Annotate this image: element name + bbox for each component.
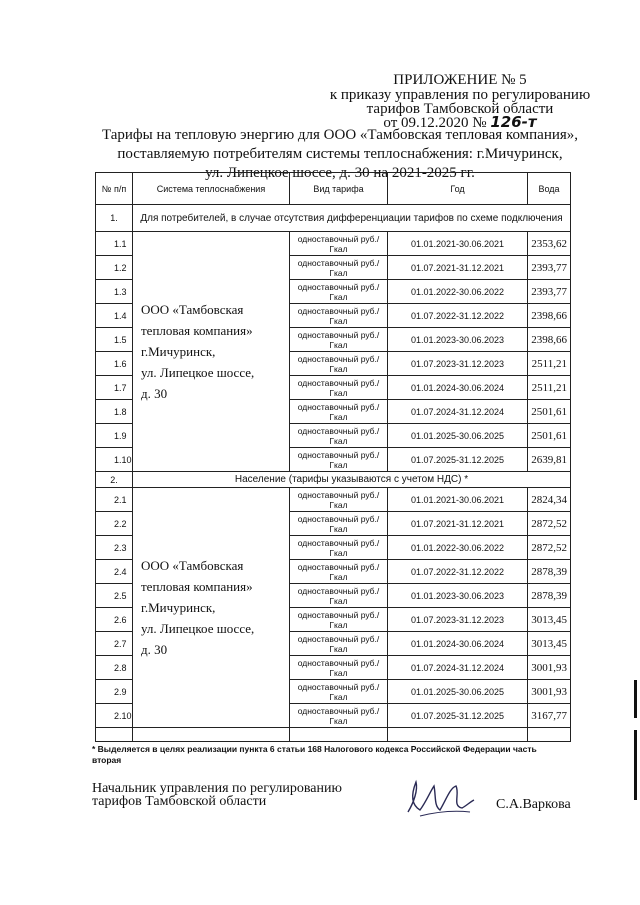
table-header-row xyxy=(96,173,571,205)
water-tariff-value: 3013,45 xyxy=(528,632,571,656)
tariff-type: одноставочный руб./Гкал xyxy=(290,352,388,376)
scan-edge-mark xyxy=(634,680,637,718)
row-number: 2.9 xyxy=(96,680,133,704)
tariff-type: одноставочный руб./Гкал xyxy=(290,512,388,536)
row-number: 2.2 xyxy=(96,512,133,536)
system-line: ООО «Тамбовская xyxy=(141,302,244,317)
row-number: 1.3 xyxy=(96,280,133,304)
row-number: 1.5 xyxy=(96,328,133,352)
order-authority: тарифов Тамбовской области xyxy=(366,101,554,117)
tariff-type: одноставочный руб./Гкал xyxy=(290,304,388,328)
water-tariff-value: 3013,45 xyxy=(528,608,571,632)
row-number: 2.1 xyxy=(96,488,133,512)
system-line: д. 30 xyxy=(141,386,168,401)
row-number: 1.7 xyxy=(96,376,133,400)
order-number: 126-т xyxy=(490,113,537,131)
tariff-period: 01.07.2025-31.12.2025 xyxy=(388,704,528,728)
water-tariff-value: 3001,93 xyxy=(528,680,571,704)
title-line-2: поставляемую потребителям системы теплоснабжения: г.Мичуринск, xyxy=(117,146,563,162)
table-row xyxy=(96,488,571,512)
water-tariff-value: 2393,77 xyxy=(528,280,571,304)
water-tariff-value: 2872,52 xyxy=(528,536,571,560)
water-tariff-value: 3001,93 xyxy=(528,656,571,680)
water-tariff-value: 2398,66 xyxy=(528,328,571,352)
tariff-type: одноставочный руб./Гкал xyxy=(290,680,388,704)
tariff-period: 01.01.2024-30.06.2024 xyxy=(388,376,528,400)
tariff-type: одноставочный руб./Гкал xyxy=(290,280,388,304)
tariff-type: одноставочный руб./Гкал xyxy=(290,560,388,584)
tariff-type: одноставочный руб./Гкал xyxy=(290,256,388,280)
empty-cell xyxy=(528,728,571,742)
tariff-period: 01.01.2025-30.06.2025 xyxy=(388,680,528,704)
signatory-name: С.А.Варкова xyxy=(496,797,571,812)
water-tariff-value: 2878,39 xyxy=(528,584,571,608)
water-tariff-value: 2501,61 xyxy=(528,424,571,448)
water-tariff-value: 2872,52 xyxy=(528,512,571,536)
tariff-period: 01.01.2023-30.06.2023 xyxy=(388,328,528,352)
system-line: г.Мичуринск, xyxy=(141,344,216,359)
order-date-text: от 09.12.2020 № xyxy=(383,115,487,131)
title-line-3: ул. Липецкое шоссе, д. 30 на 2021-2025 гг. xyxy=(205,165,475,181)
row-number: 1.10 xyxy=(96,448,133,472)
tariff-type: одноставочный руб./Гкал xyxy=(290,376,388,400)
water-tariff-value: 3167,77 xyxy=(528,704,571,728)
water-tariff-value: 2511,21 xyxy=(528,352,571,376)
tariff-period: 01.01.2024-30.06.2024 xyxy=(388,632,528,656)
footnote: * Выделяется в целях реализации пункта 6 статьи 168 Налогового кодекса Российской Федерации часть вторая xyxy=(92,744,537,765)
water-tariff-value: 2398,66 xyxy=(528,304,571,328)
row-number: 1.2 xyxy=(96,256,133,280)
tariff-period: 01.01.2022-30.06.2022 xyxy=(388,536,528,560)
row-number: 2.8 xyxy=(96,656,133,680)
tariff-period: 01.07.2021-31.12.2021 xyxy=(388,256,528,280)
system-line: ул. Липецкое шоссе, xyxy=(141,365,255,380)
section-row xyxy=(96,472,571,488)
system-line: ул. Липецкое шоссе, xyxy=(141,621,255,636)
water-tariff-value: 2824,34 xyxy=(528,488,571,512)
tariff-period: 01.07.2021-31.12.2021 xyxy=(388,512,528,536)
tariff-type: одноставочный руб./Гкал xyxy=(290,232,388,256)
signatory-position xyxy=(92,782,342,808)
section-number: 2. xyxy=(96,472,133,488)
tariff-period: 01.07.2022-31.12.2022 xyxy=(388,560,528,584)
tariff-type: одноставочный руб./Гкал xyxy=(290,608,388,632)
tariff-period: 01.01.2021-30.06.2021 xyxy=(388,232,528,256)
header-year: Год xyxy=(388,173,528,205)
tariff-type: одноставочный руб./Гкал xyxy=(290,448,388,472)
handwritten-signature xyxy=(400,772,480,822)
row-number: 1.1 xyxy=(96,232,133,256)
empty-cell xyxy=(388,728,528,742)
water-tariff-value: 2501,61 xyxy=(528,400,571,424)
row-number: 1.9 xyxy=(96,424,133,448)
water-tariff-value: 2511,21 xyxy=(528,376,571,400)
water-tariff-value: 2353,62 xyxy=(528,232,571,256)
tariff-type: одноставочный руб./Гкал xyxy=(290,424,388,448)
header-system: Система теплоснабжения xyxy=(133,173,290,205)
tariff-period: 01.07.2024-31.12.2024 xyxy=(388,656,528,680)
header-no: № п/п xyxy=(96,173,133,205)
tariff-type: одноставочный руб./Гкал xyxy=(290,656,388,680)
water-tariff-value: 2639,81 xyxy=(528,448,571,472)
header-tariff-type: Вид тарифа xyxy=(290,173,388,205)
row-number: 2.4 xyxy=(96,560,133,584)
tariff-period: 01.01.2023-30.06.2023 xyxy=(388,584,528,608)
section-title: Для потребителей, в случае отсутствия дифференциации тарифов по схеме подключения xyxy=(133,205,571,232)
system-line: ООО «Тамбовская xyxy=(141,558,244,573)
tariff-period: 01.01.2022-30.06.2022 xyxy=(388,280,528,304)
row-number: 1.6 xyxy=(96,352,133,376)
tariff-type: одноставочный руб./Гкал xyxy=(290,536,388,560)
tariff-period: 01.07.2023-31.12.2023 xyxy=(388,352,528,376)
section-row xyxy=(96,205,571,232)
section-title: Население (тарифы указываются с учетом НДС) * xyxy=(133,472,571,488)
system-line: г.Мичуринск, xyxy=(141,600,216,615)
tariff-type: одноставочный руб./Гкал xyxy=(290,632,388,656)
tariff-type: одноставочный руб./Гкал xyxy=(290,704,388,728)
empty-cell xyxy=(96,728,133,742)
water-tariff-value: 2393,77 xyxy=(528,256,571,280)
tariff-type: одноставочный руб./Гкал xyxy=(290,488,388,512)
header-water: Вода xyxy=(528,173,571,205)
title-line-1: Тарифы на тепловую энергию для ООО «Тамбовская тепловая компания», xyxy=(101,127,579,143)
tariff-type: одноставочный руб./Гкал xyxy=(290,328,388,352)
tariff-period: 01.07.2024-31.12.2024 xyxy=(388,400,528,424)
table-body xyxy=(96,205,571,742)
system-line: тепловая компания» xyxy=(141,579,253,594)
water-tariff-value: 2878,39 xyxy=(528,560,571,584)
position-line-2: тарифов Тамбовской области xyxy=(92,794,267,809)
table-row xyxy=(96,232,571,256)
row-number: 2.5 xyxy=(96,584,133,608)
heat-supply-system xyxy=(133,232,290,472)
section-number: 1. xyxy=(96,205,133,232)
row-number: 2.7 xyxy=(96,632,133,656)
tariff-period: 01.07.2025-31.12.2025 xyxy=(388,448,528,472)
tariff-period: 01.01.2025-30.06.2025 xyxy=(388,424,528,448)
system-line: д. 30 xyxy=(141,642,168,657)
heat-supply-system xyxy=(133,488,290,728)
system-line: тепловая компания» xyxy=(141,323,253,338)
row-number: 1.4 xyxy=(96,304,133,328)
empty-cell xyxy=(290,728,388,742)
row-number: 2.6 xyxy=(96,608,133,632)
empty-cell xyxy=(133,728,290,742)
position-line-1: Начальник управления по регулированию xyxy=(92,781,342,796)
row-number: 2.10 xyxy=(96,704,133,728)
empty-row xyxy=(96,728,571,742)
tariff-type: одноставочный руб./Гкал xyxy=(290,584,388,608)
tariff-type: одноставочный руб./Гкал xyxy=(290,400,388,424)
order-reference: к приказу управления по регулированию xyxy=(329,87,591,103)
scan-edge-mark xyxy=(634,730,637,800)
appendix-title: ПРИЛОЖЕНИЕ № 5 xyxy=(393,72,527,88)
tariff-period: 01.07.2022-31.12.2022 xyxy=(388,304,528,328)
tariff-period: 01.07.2023-31.12.2023 xyxy=(388,608,528,632)
row-number: 1.8 xyxy=(96,400,133,424)
tariff-table xyxy=(95,172,571,742)
row-number: 2.3 xyxy=(96,536,133,560)
tariff-period: 01.01.2021-30.06.2021 xyxy=(388,488,528,512)
